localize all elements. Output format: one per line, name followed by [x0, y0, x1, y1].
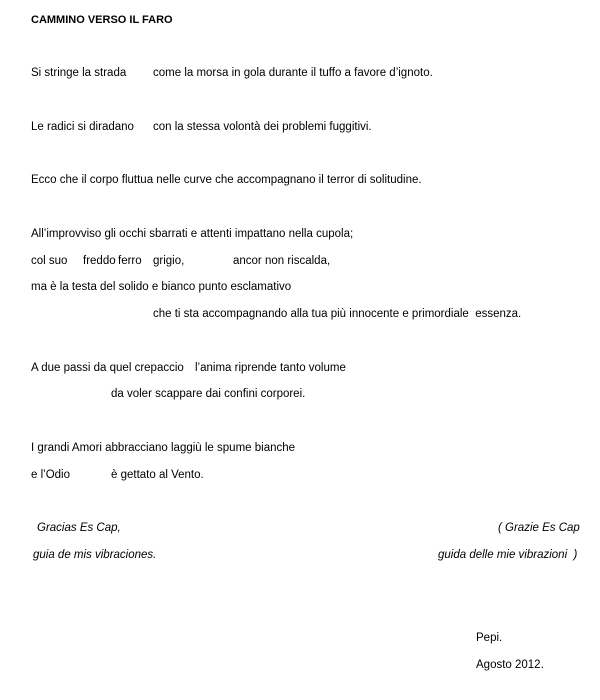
poem-line: che ti sta accompagnando alla tua più innocente e primordiale essenza. [153, 308, 522, 320]
poem-line: col suo [31, 255, 68, 267]
poem-line: e l’Odio [31, 469, 70, 481]
signature-date: Agosto 2012. [476, 659, 544, 671]
poem-line: grigio, [153, 255, 185, 267]
poem-line: come la morsa in gola durante il tuffo a favore d’ignoto. [153, 67, 433, 79]
poem-line: freddo [83, 255, 116, 267]
poem-line: ferro [118, 255, 142, 267]
poem-line: I grandi Amori abbracciano laggiù le spume bianche [31, 442, 296, 454]
poem-line: ma è la testa del solido e bianco punto esclamativo [31, 281, 292, 293]
poem-line: con la stessa volontà dei problemi fuggitivi. [153, 121, 372, 133]
dedication-right: ( Grazie Es Cap [498, 522, 580, 534]
poem-line: ancor non riscalda, [233, 255, 331, 267]
poem-line: Ecco che il corpo fluttua nelle curve che accompagnano il terror di solitudine. [31, 174, 422, 186]
dedication-right: guida delle mie vibrazioni ) [438, 549, 578, 561]
poem-line: Le radici si diradano [31, 121, 134, 133]
document-title: CAMMINO VERSO IL FARO [31, 14, 173, 26]
dedication-left: guia de mis vibraciones. [33, 549, 157, 561]
poem-line: da voler scappare dai confini corporei. [111, 388, 306, 400]
poem-line: A due passi da quel crepaccio [31, 362, 184, 374]
signature-author: Pepi. [476, 632, 503, 644]
dedication-left: Gracias Es Cap, [37, 522, 121, 534]
poem-line: è gettato al Vento. [111, 469, 204, 481]
poem-line: All’improvviso gli occhi sbarrati e attenti impattano nella cupola; [31, 228, 354, 240]
poem-line: Si stringe la strada [31, 67, 127, 79]
poem-line: l’anima riprende tanto volume [195, 362, 346, 374]
